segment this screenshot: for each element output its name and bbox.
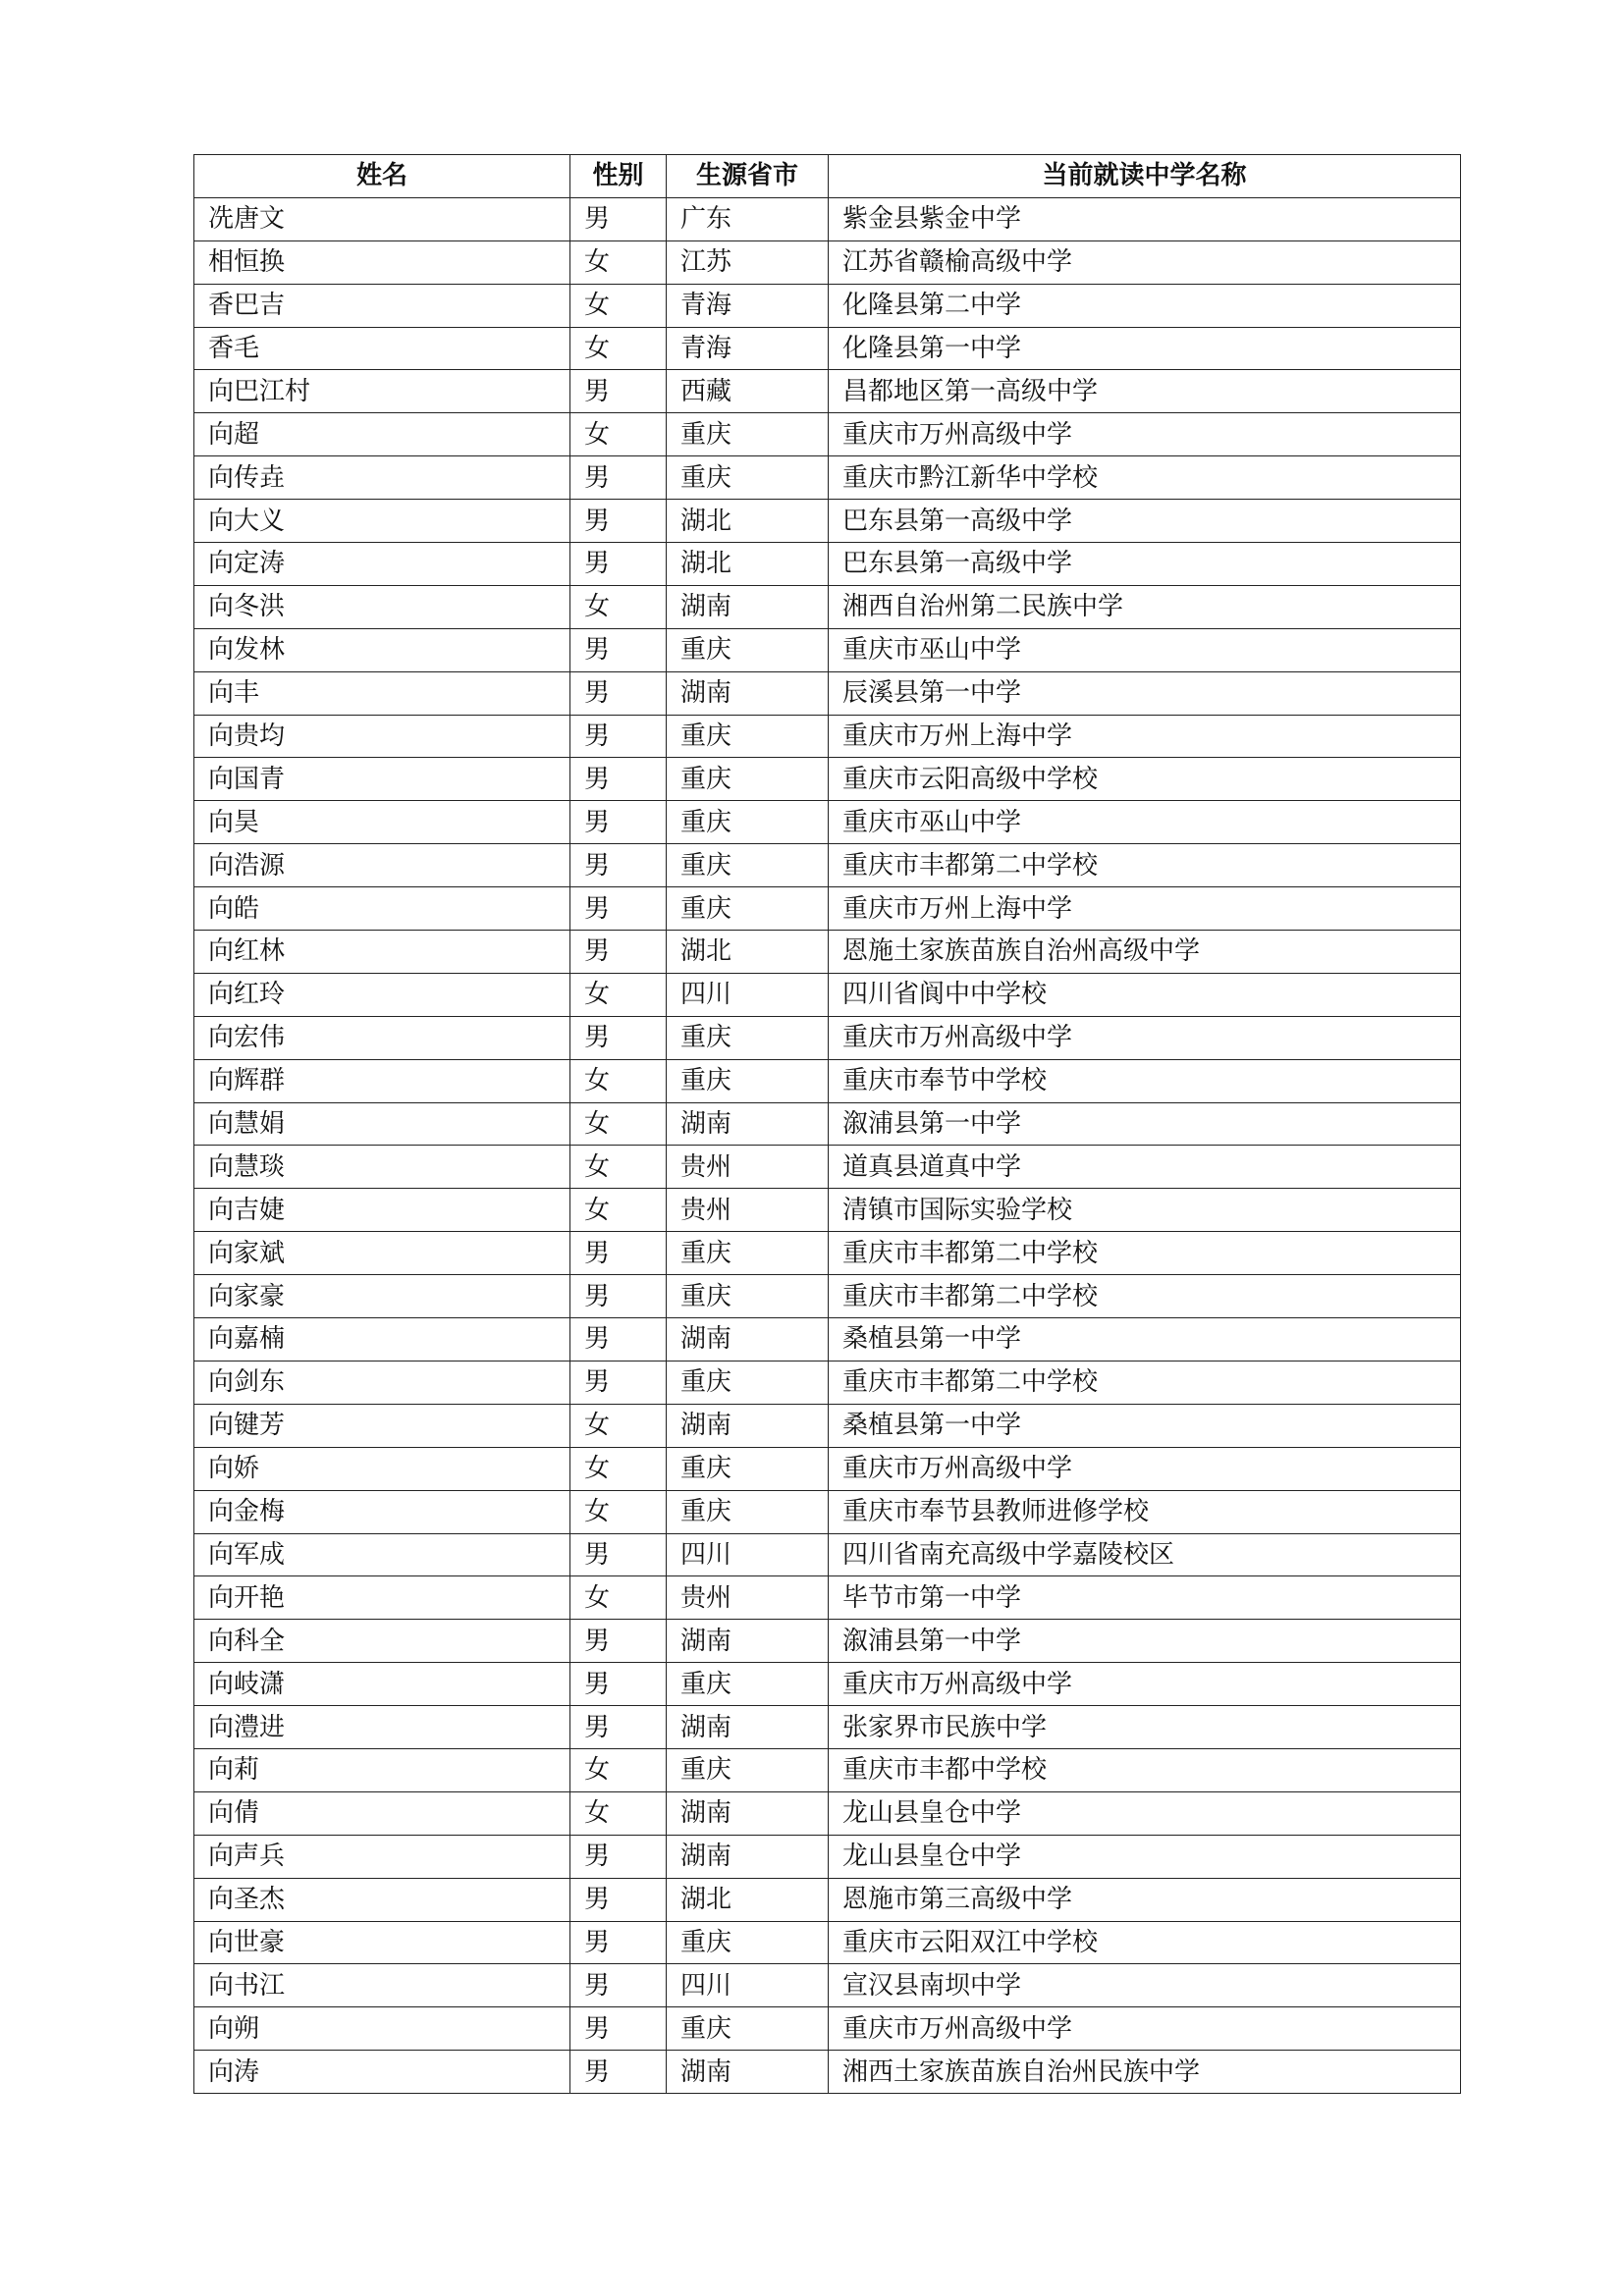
table-row <box>194 500 1461 543</box>
cell-school: 重庆市万州高级中学 <box>829 2007 1461 2051</box>
cell-gender: 男 <box>570 1361 667 1404</box>
cell-province: 重庆 <box>667 758 829 801</box>
cell-name: 向圣杰 <box>194 1878 570 1921</box>
cell-province: 重庆 <box>667 2007 829 2051</box>
cell-province: 湖南 <box>667 1404 829 1447</box>
cell-school: 巴东县第一高级中学 <box>829 543 1461 586</box>
cell-gender: 男 <box>570 1964 667 2007</box>
cell-gender: 女 <box>570 1576 667 1620</box>
cell-school: 恩施土家族苗族自治州高级中学 <box>829 931 1461 974</box>
cell-gender: 男 <box>570 1878 667 1921</box>
cell-school: 重庆市丰都第二中学校 <box>829 1361 1461 1404</box>
cell-name: 向冬洪 <box>194 585 570 628</box>
cell-name: 向传垚 <box>194 456 570 500</box>
cell-school: 化隆县第一中学 <box>829 327 1461 370</box>
cell-province: 湖南 <box>667 1318 829 1362</box>
cell-school: 重庆市奉节中学校 <box>829 1059 1461 1102</box>
cell-gender: 男 <box>570 1275 667 1318</box>
cell-name: 向宏伟 <box>194 1016 570 1059</box>
cell-gender: 男 <box>570 370 667 413</box>
cell-name: 向倩 <box>194 1791 570 1835</box>
cell-gender: 男 <box>570 456 667 500</box>
table-row <box>194 1404 1461 1447</box>
table-row <box>194 715 1461 758</box>
table-row <box>194 370 1461 413</box>
cell-gender: 男 <box>570 844 667 887</box>
cell-gender: 男 <box>570 715 667 758</box>
cell-school: 昌都地区第一高级中学 <box>829 370 1461 413</box>
table-row <box>194 844 1461 887</box>
table-row <box>194 1663 1461 1706</box>
cell-gender: 男 <box>570 628 667 671</box>
table-row <box>194 1275 1461 1318</box>
cell-gender: 男 <box>570 801 667 844</box>
cell-gender: 女 <box>570 1791 667 1835</box>
cell-school: 紫金县紫金中学 <box>829 197 1461 240</box>
table-row <box>194 671 1461 715</box>
table-row <box>194 973 1461 1016</box>
table-row <box>194 1016 1461 1059</box>
cell-province: 西藏 <box>667 370 829 413</box>
header-school: 当前就读中学名称 <box>829 155 1461 198</box>
header-province: 生源省市 <box>667 155 829 198</box>
cell-name: 向吉婕 <box>194 1189 570 1232</box>
table-row <box>194 1189 1461 1232</box>
table-row <box>194 240 1461 284</box>
cell-name: 向发林 <box>194 628 570 671</box>
table-row <box>194 801 1461 844</box>
cell-gender: 男 <box>570 1533 667 1576</box>
table-row <box>194 327 1461 370</box>
cell-province: 贵州 <box>667 1189 829 1232</box>
table-row <box>194 1620 1461 1663</box>
cell-province: 重庆 <box>667 1016 829 1059</box>
cell-province: 重庆 <box>667 801 829 844</box>
cell-gender: 女 <box>570 1404 667 1447</box>
table-row <box>194 2051 1461 2094</box>
cell-gender: 男 <box>570 1663 667 1706</box>
cell-province: 重庆 <box>667 456 829 500</box>
cell-gender: 女 <box>570 1059 667 1102</box>
table-row <box>194 1232 1461 1275</box>
table-row <box>194 413 1461 456</box>
cell-school: 重庆市奉节县教师进修学校 <box>829 1490 1461 1533</box>
cell-province: 湖北 <box>667 500 829 543</box>
header-name: 姓名 <box>194 155 570 198</box>
cell-gender: 男 <box>570 1318 667 1362</box>
cell-school: 清镇市国际实验学校 <box>829 1189 1461 1232</box>
cell-province: 重庆 <box>667 887 829 931</box>
cell-name: 向贵均 <box>194 715 570 758</box>
cell-province: 重庆 <box>667 1490 829 1533</box>
cell-province: 青海 <box>667 327 829 370</box>
cell-school: 江苏省赣榆高级中学 <box>829 240 1461 284</box>
cell-name: 向家豪 <box>194 1275 570 1318</box>
cell-province: 湖南 <box>667 671 829 715</box>
cell-school: 重庆市万州上海中学 <box>829 887 1461 931</box>
table-row <box>194 1059 1461 1102</box>
cell-name: 向慧娟 <box>194 1102 570 1146</box>
cell-gender: 女 <box>570 1490 667 1533</box>
cell-school: 化隆县第二中学 <box>829 284 1461 327</box>
table-row <box>194 887 1461 931</box>
cell-name: 香巴吉 <box>194 284 570 327</box>
cell-school: 四川省南充高级中学嘉陵校区 <box>829 1533 1461 1576</box>
table-row <box>194 456 1461 500</box>
cell-gender: 男 <box>570 671 667 715</box>
table-row <box>194 1748 1461 1791</box>
header-gender: 性别 <box>570 155 667 198</box>
cell-province: 重庆 <box>667 1275 829 1318</box>
cell-school: 重庆市万州高级中学 <box>829 1016 1461 1059</box>
cell-province: 湖北 <box>667 1878 829 1921</box>
table-row <box>194 543 1461 586</box>
cell-school: 辰溪县第一中学 <box>829 671 1461 715</box>
cell-gender: 女 <box>570 327 667 370</box>
cell-name: 向大义 <box>194 500 570 543</box>
cell-gender: 男 <box>570 758 667 801</box>
table-row <box>194 931 1461 974</box>
cell-school: 湘西土家族苗族自治州民族中学 <box>829 2051 1461 2094</box>
cell-school: 重庆市丰都第二中学校 <box>829 1275 1461 1318</box>
cell-gender: 女 <box>570 1748 667 1791</box>
table-row <box>194 1146 1461 1189</box>
cell-school: 重庆市黔江新华中学校 <box>829 456 1461 500</box>
cell-gender: 男 <box>570 500 667 543</box>
table-row <box>194 758 1461 801</box>
cell-province: 重庆 <box>667 1361 829 1404</box>
cell-school: 巴东县第一高级中学 <box>829 500 1461 543</box>
cell-school: 重庆市丰都第二中学校 <box>829 1232 1461 1275</box>
cell-school: 重庆市巫山中学 <box>829 628 1461 671</box>
cell-name: 向皓 <box>194 887 570 931</box>
cell-province: 四川 <box>667 1533 829 1576</box>
cell-province: 重庆 <box>667 1921 829 1964</box>
cell-gender: 女 <box>570 973 667 1016</box>
table-row <box>194 1447 1461 1490</box>
table-row <box>194 2007 1461 2051</box>
cell-school: 桑植县第一中学 <box>829 1404 1461 1447</box>
cell-name: 向金梅 <box>194 1490 570 1533</box>
cell-school: 重庆市云阳高级中学校 <box>829 758 1461 801</box>
cell-gender: 男 <box>570 197 667 240</box>
cell-gender: 男 <box>570 1706 667 1749</box>
cell-name: 向慧琰 <box>194 1146 570 1189</box>
cell-province: 重庆 <box>667 1059 829 1102</box>
cell-gender: 男 <box>570 887 667 931</box>
cell-gender: 女 <box>570 585 667 628</box>
cell-gender: 女 <box>570 1189 667 1232</box>
cell-name: 向辉群 <box>194 1059 570 1102</box>
cell-school: 重庆市万州上海中学 <box>829 715 1461 758</box>
table-row <box>194 1921 1461 1964</box>
cell-school: 毕节市第一中学 <box>829 1576 1461 1620</box>
cell-name: 向嘉楠 <box>194 1318 570 1362</box>
cell-province: 湖南 <box>667 1791 829 1835</box>
cell-gender: 男 <box>570 543 667 586</box>
cell-gender: 男 <box>570 1232 667 1275</box>
cell-school: 溆浦县第一中学 <box>829 1620 1461 1663</box>
cell-school: 张家界市民族中学 <box>829 1706 1461 1749</box>
cell-school: 龙山县皇仓中学 <box>829 1791 1461 1835</box>
table-row <box>194 585 1461 628</box>
cell-gender: 女 <box>570 240 667 284</box>
cell-province: 重庆 <box>667 413 829 456</box>
cell-name: 向涛 <box>194 2051 570 2094</box>
cell-province: 湖南 <box>667 1620 829 1663</box>
cell-school: 宣汉县南坝中学 <box>829 1964 1461 2007</box>
cell-name: 向世豪 <box>194 1921 570 1964</box>
cell-school: 道真县道真中学 <box>829 1146 1461 1189</box>
table-row <box>194 1102 1461 1146</box>
cell-province: 重庆 <box>667 1748 829 1791</box>
cell-gender: 男 <box>570 931 667 974</box>
cell-province: 江苏 <box>667 240 829 284</box>
cell-gender: 男 <box>570 1921 667 1964</box>
cell-name: 向红玲 <box>194 973 570 1016</box>
cell-province: 湖南 <box>667 2051 829 2094</box>
table-row <box>194 284 1461 327</box>
table-row <box>194 197 1461 240</box>
cell-name: 向岐潇 <box>194 1663 570 1706</box>
cell-province: 重庆 <box>667 1232 829 1275</box>
cell-gender: 女 <box>570 284 667 327</box>
cell-name: 向娇 <box>194 1447 570 1490</box>
cell-province: 重庆 <box>667 1447 829 1490</box>
cell-school: 重庆市巫山中学 <box>829 801 1461 844</box>
cell-name: 向朔 <box>194 2007 570 2051</box>
cell-province: 广东 <box>667 197 829 240</box>
cell-school: 溆浦县第一中学 <box>829 1102 1461 1146</box>
cell-gender: 男 <box>570 1835 667 1878</box>
cell-gender: 男 <box>570 1016 667 1059</box>
cell-province: 重庆 <box>667 844 829 887</box>
cell-gender: 女 <box>570 413 667 456</box>
table-row <box>194 1706 1461 1749</box>
table-row <box>194 1533 1461 1576</box>
cell-province: 四川 <box>667 1964 829 2007</box>
cell-province: 湖北 <box>667 931 829 974</box>
cell-province: 湖南 <box>667 585 829 628</box>
cell-gender: 男 <box>570 2007 667 2051</box>
cell-school: 重庆市万州高级中学 <box>829 413 1461 456</box>
table-row <box>194 1835 1461 1878</box>
cell-name: 向昊 <box>194 801 570 844</box>
cell-name: 向军成 <box>194 1533 570 1576</box>
cell-name: 向科全 <box>194 1620 570 1663</box>
cell-name: 向红林 <box>194 931 570 974</box>
table-body <box>194 197 1461 2093</box>
cell-school: 桑植县第一中学 <box>829 1318 1461 1362</box>
cell-school: 重庆市万州高级中学 <box>829 1447 1461 1490</box>
cell-gender: 女 <box>570 1146 667 1189</box>
cell-school: 重庆市丰都中学校 <box>829 1748 1461 1791</box>
cell-province: 湖南 <box>667 1835 829 1878</box>
cell-name: 向国青 <box>194 758 570 801</box>
cell-gender: 男 <box>570 2051 667 2094</box>
cell-school: 恩施市第三高级中学 <box>829 1878 1461 1921</box>
cell-name: 向超 <box>194 413 570 456</box>
table-row <box>194 1964 1461 2007</box>
cell-province: 青海 <box>667 284 829 327</box>
cell-name: 向定涛 <box>194 543 570 586</box>
table-row <box>194 1878 1461 1921</box>
table-row <box>194 628 1461 671</box>
cell-name: 向浩源 <box>194 844 570 887</box>
cell-school: 龙山县皇仓中学 <box>829 1835 1461 1878</box>
cell-province: 湖南 <box>667 1102 829 1146</box>
table-row <box>194 1490 1461 1533</box>
table-row <box>194 1361 1461 1404</box>
cell-gender: 女 <box>570 1447 667 1490</box>
student-roster-table <box>193 154 1461 2094</box>
cell-province: 贵州 <box>667 1146 829 1189</box>
table-row <box>194 1791 1461 1835</box>
cell-name: 向家斌 <box>194 1232 570 1275</box>
cell-name: 向莉 <box>194 1748 570 1791</box>
cell-school: 重庆市丰都第二中学校 <box>829 844 1461 887</box>
cell-name: 相恒换 <box>194 240 570 284</box>
cell-province: 贵州 <box>667 1576 829 1620</box>
cell-province: 四川 <box>667 973 829 1016</box>
table-header <box>194 155 1461 198</box>
cell-name: 向剑东 <box>194 1361 570 1404</box>
cell-province: 重庆 <box>667 1663 829 1706</box>
cell-gender: 女 <box>570 1102 667 1146</box>
cell-school: 湘西自治州第二民族中学 <box>829 585 1461 628</box>
cell-name: 冼唐文 <box>194 197 570 240</box>
table-row <box>194 1576 1461 1620</box>
cell-province: 湖南 <box>667 1706 829 1749</box>
cell-province: 湖北 <box>667 543 829 586</box>
cell-name: 向书江 <box>194 1964 570 2007</box>
cell-name: 向巴江村 <box>194 370 570 413</box>
cell-name: 向开艳 <box>194 1576 570 1620</box>
table-row <box>194 1318 1461 1362</box>
cell-school: 四川省阆中中学校 <box>829 973 1461 1016</box>
cell-name: 香毛 <box>194 327 570 370</box>
cell-school: 重庆市云阳双江中学校 <box>829 1921 1461 1964</box>
cell-province: 重庆 <box>667 715 829 758</box>
cell-gender: 男 <box>570 1620 667 1663</box>
cell-name: 向声兵 <box>194 1835 570 1878</box>
cell-name: 向丰 <box>194 671 570 715</box>
cell-name: 向键芳 <box>194 1404 570 1447</box>
cell-name: 向澧进 <box>194 1706 570 1749</box>
cell-province: 重庆 <box>667 628 829 671</box>
header-row <box>194 155 1461 198</box>
cell-school: 重庆市万州高级中学 <box>829 1663 1461 1706</box>
